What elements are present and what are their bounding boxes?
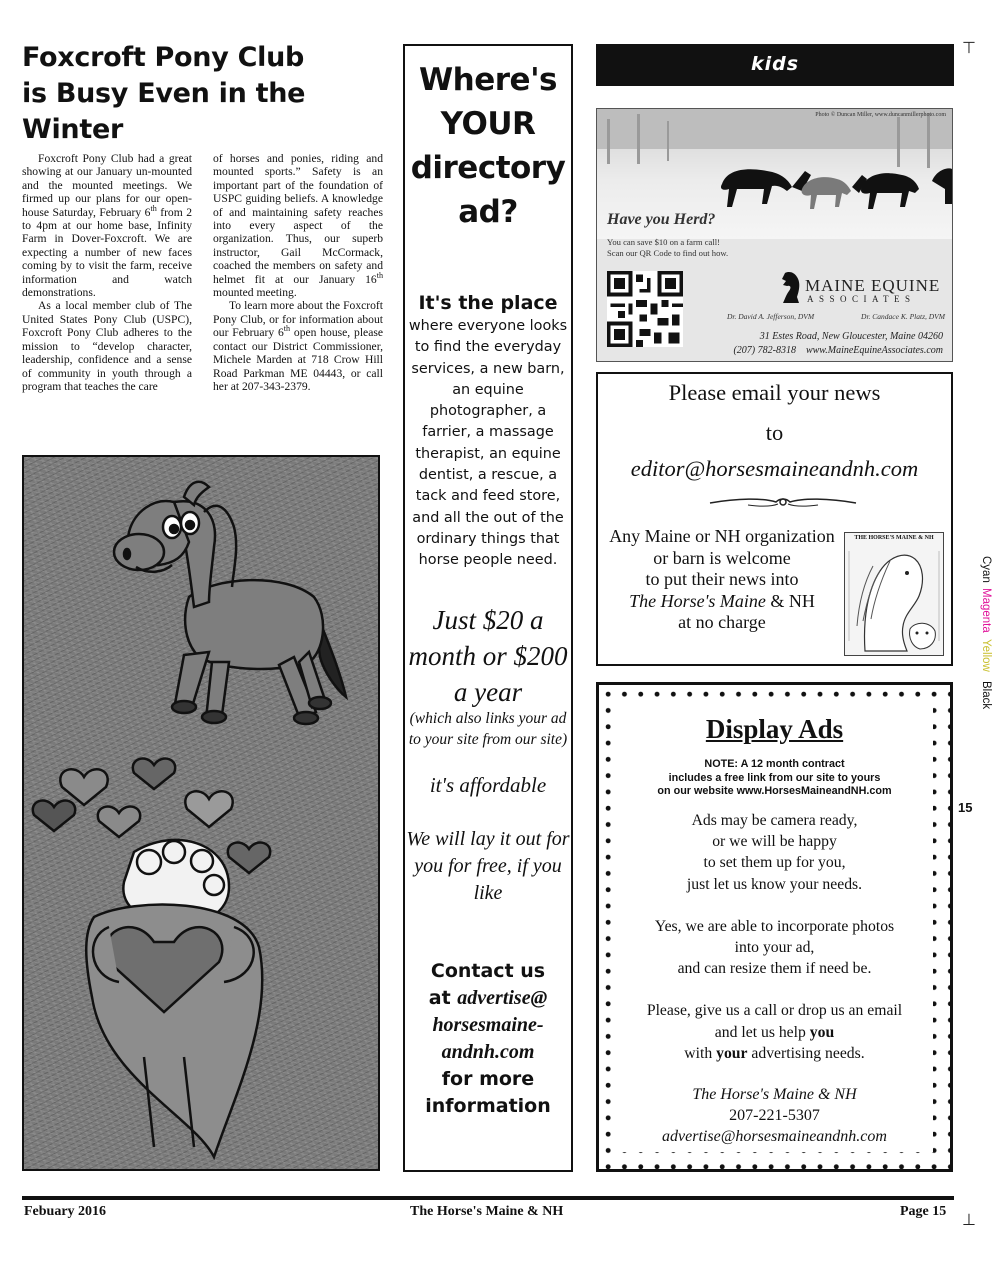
note-line: NOTE: A 12 month contract — [704, 758, 845, 770]
magazine-cover-thumbnail — [844, 532, 944, 656]
clinic-website-link[interactable]: www.MaineEquineAssociates.com — [805, 345, 943, 356]
crop-mark-top: ⊤ — [962, 38, 976, 57]
body-line: Any Maine or NH organization or barn is welcome — [609, 526, 835, 568]
publication-name: The Horse's Maine — [629, 590, 766, 611]
article-paragraph — [213, 299, 383, 393]
body-line: Please, give us a call or drop us an email — [646, 1002, 903, 1020]
ad-offer-text — [607, 237, 807, 259]
article-title-line: Foxcroft Pony Club — [22, 42, 305, 73]
body-line: to put their news into — [645, 569, 799, 590]
clinic-phone[interactable]: (207) 782-8318 — [733, 345, 796, 356]
directory-ad-subheading: It's the place — [418, 292, 558, 314]
body-line: Ads may be camera ready, — [691, 812, 858, 829]
flourish-divider-icon — [708, 494, 858, 510]
display-ads-signature — [616, 1084, 933, 1147]
footer-publication: The Horse's Maine & NH — [410, 1204, 564, 1219]
cmyk-yellow-label: Yellow — [980, 639, 992, 672]
body-emphasis: you — [809, 1023, 835, 1041]
footer-rule — [22, 1196, 954, 1200]
directory-ad-box — [403, 44, 573, 1172]
cartoon-pony — [114, 482, 346, 724]
display-ads-title: Display Ads — [705, 714, 844, 744]
cmyk-cyan-label: Cyan — [980, 556, 992, 583]
contact-line — [405, 985, 571, 1012]
knight-logo-icon — [779, 269, 803, 305]
body-paragraph — [616, 810, 933, 895]
offer-line: You can save $10 on a farm call! — [607, 237, 720, 247]
cmyk-labels — [960, 556, 990, 726]
editor-email-link[interactable]: editor@horsesmaineandnh.com — [630, 456, 919, 481]
contact-line: information — [425, 1095, 551, 1117]
cover-title: THE HORSE'S MAINE & NH — [854, 535, 934, 541]
email-box-to: to — [765, 420, 784, 445]
article-column-1 — [22, 152, 192, 393]
logo-subtitle: ASSOCIATES — [807, 294, 916, 304]
directory-ad-heading — [405, 58, 571, 234]
contact-line: Contact us — [430, 960, 546, 982]
crop-mark-bottom: ⊥ — [962, 1210, 976, 1229]
directory-ad-affordable: it's affordable — [429, 773, 547, 797]
article-column-2 — [213, 152, 383, 393]
contact-at: at — [428, 987, 451, 1009]
doctor-names — [727, 312, 945, 321]
logo-name: MAINE EQUINE — [805, 276, 941, 295]
note-line: on our website www.HorsesMaineandNH.com — [657, 785, 892, 797]
heading-line: ad? — [458, 194, 518, 230]
email-box-heading: Please email your news — [668, 380, 881, 405]
body-line: and can resize them if need be. — [677, 960, 872, 978]
article-title — [22, 40, 392, 148]
cmyk-magenta-label: Magenta — [980, 588, 992, 633]
heading-line: YOUR — [440, 106, 536, 142]
signature-name: The Horse's Maine & NH — [692, 1086, 857, 1103]
article-text: from 2 to 4pm at our home base, Infinity Farm in Dover-Foxcroft. We are expecting a number of new faces coming by to visit the farm, receive information and watch demonstrations. — [22, 205, 192, 300]
body-line: at no charge — [678, 612, 766, 633]
body-line: just let us know your needs. — [686, 875, 863, 893]
body-line: to set them up for you, — [703, 854, 846, 872]
contact-email[interactable]: horsesmaine- — [432, 1014, 544, 1036]
margin-page-number: 15 — [958, 800, 973, 815]
body-paragraph — [616, 916, 933, 980]
cartoon-illustration — [22, 455, 380, 1171]
photo-credit: Photo © Duncan Miller, www.duncanmillerphoto.com — [815, 112, 946, 118]
qr-code-icon[interactable] — [607, 271, 683, 347]
body-line: into your ad, — [734, 939, 815, 957]
display-ads-content — [616, 702, 933, 1152]
article-text: To learn more about the Foxcroft Pony Club, or for information about our February 6 — [213, 299, 383, 340]
body-line: advertising needs. — [747, 1044, 865, 1062]
body-paragraph — [616, 1000, 933, 1064]
clinic-contact — [707, 345, 943, 356]
horse-head-drawing — [845, 541, 943, 653]
body-emphasis: your — [716, 1044, 748, 1062]
contact-email[interactable]: advertise@ — [457, 987, 548, 1009]
pony-and-hearts-drawing — [24, 457, 378, 1169]
ordinal-suffix: th — [376, 270, 383, 280]
directory-ad-price: Just $20 a month or $200 a year — [408, 605, 568, 707]
signature-email-link[interactable]: advertise@horsesmaineandnh.com — [662, 1128, 887, 1145]
article-paragraph: As a local member club of The United States Pony Club (USPC), Foxcroft Pony Club adheres to the mission to “develop character, leadership, confidence and a sense of community in youth through a program that teaches the care — [22, 299, 192, 393]
footer-date: Febuary 2016 — [24, 1204, 107, 1219]
article-text: open house, please contact our District Commissioner, Michele Marden at 718 Crow Hill Road Parkman ME 04443, or call her at 207-343-2379. — [213, 326, 383, 393]
display-ads-body — [616, 810, 933, 1085]
ad-headline: Have you Herd? — [607, 211, 716, 228]
contact-email[interactable]: andnh.com — [441, 1041, 535, 1063]
cartoon-figure — [86, 840, 262, 1157]
email-box-body — [602, 526, 842, 634]
directory-ad-links-note: (which also links your ad to your site from our site) — [408, 710, 568, 748]
note-line: includes a free link from our site to yours — [668, 771, 881, 784]
article-paragraph — [213, 152, 383, 299]
body-line: Yes, we are able to incorporate photos — [654, 917, 895, 935]
offer-line: Scan our QR Code to find out how. — [607, 248, 729, 258]
article-title-line: is Busy Even in the — [22, 78, 306, 109]
body-line: or we will be happy — [712, 833, 837, 851]
doctor-name: Dr. Candace K. Platz, DVM — [861, 312, 945, 321]
article-text: of horses and ponies, riding and mounted sports.” Safety is an important part of the foundation of USPC guiding beliefs. A knowledge of and maintaining safety reaches into every aspect of the organization. Thus, our superb instructor, Gail McCormack, coached the members on safety and helmet fit at our January 16 — [213, 152, 383, 286]
heading-line: directory — [410, 150, 566, 186]
article-paragraph — [22, 152, 192, 299]
section-label: kids — [596, 44, 954, 86]
article-text: Foxcroft Pony Club had a great showing at our January un-mounted and the mounted meetings. We firmed up our plans for our open-house Saturday, February 6 — [22, 152, 192, 219]
clinic-address: 31 Estes Road, New Gloucester, Maine 04260 — [759, 331, 943, 342]
article-title-line: Winter — [22, 114, 123, 145]
signature-phone[interactable]: 207-221-5307 — [729, 1107, 820, 1124]
body-line — [602, 591, 842, 613]
article-text: mounted meeting. — [213, 286, 297, 300]
maine-equine-ad — [596, 108, 953, 362]
footer-page-number: Page 15 — [900, 1204, 947, 1219]
display-ads-note — [616, 758, 933, 799]
email-news-box — [596, 372, 953, 666]
heading-line: Where's — [418, 62, 558, 98]
contact-line: for more — [441, 1068, 535, 1090]
display-ads-box — [596, 682, 953, 1172]
directory-ad-layout-offer: We will lay it out for you for free, if you like — [406, 828, 570, 904]
directory-ad-contact — [405, 958, 571, 1120]
directory-ad-body: where everyone looks to find the everyday services, a new barn, an equine photographer, a farrier, a massage therapist, an equine dentist, a rescue, a tack and feed store, and all the out of the ordinary things that horse people need. — [408, 318, 568, 569]
color-registration-bar — [960, 556, 990, 726]
publication-name-rest: & NH — [765, 590, 815, 611]
ordinal-suffix: th — [283, 324, 291, 334]
body-line: and let us help — [714, 1023, 810, 1041]
doctor-name: Dr. David A. Jefferson, DVM — [727, 312, 815, 321]
body-line: with — [684, 1044, 717, 1062]
ordinal-suffix: th — [150, 203, 157, 213]
cmyk-black-label: Black — [980, 681, 992, 710]
